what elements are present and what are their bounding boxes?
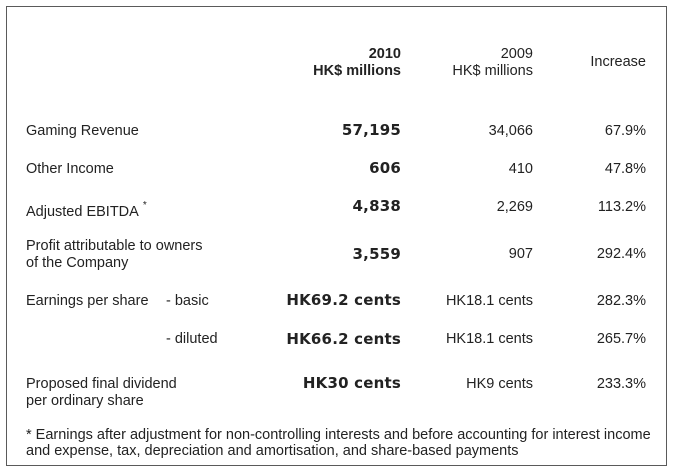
value-increase: 265.7% (596, 331, 646, 347)
value-2010: 3,559 (352, 245, 401, 263)
value-increase: 282.3% (596, 293, 646, 309)
footnote-marker: * (142, 200, 147, 211)
row-sublabel-diluted: - diluted (166, 331, 218, 347)
row-label-profit-line1: Profit attributable to owners (26, 238, 203, 254)
row-label-eps: Earnings per share (26, 293, 149, 309)
row-label-gaming-revenue: Gaming Revenue (26, 123, 139, 139)
value-2009: 410 (508, 161, 533, 177)
col-increase-header: Increase (590, 54, 646, 70)
value-2010: HK30 cents (302, 374, 401, 392)
value-2010: HK69.2 cents (286, 291, 401, 309)
col-2010-unit: HK$ millions (313, 63, 401, 79)
row-label-dividend-line2: per ordinary share (26, 393, 144, 409)
value-increase: 113.2% (597, 199, 646, 215)
value-2009: HK18.1 cents (445, 331, 533, 347)
row-label-profit-line2: of the Company (26, 255, 129, 271)
value-2009: 907 (508, 246, 533, 262)
value-increase: 292.4% (596, 246, 646, 262)
row-label-adjusted-ebitda: Adjusted EBITDA * (26, 200, 147, 220)
footnote: * Earnings after adjustment for non-controlling interests and before accounting for interest income and expense, tax, depreciation and amortisation, and share-based payments (26, 427, 651, 459)
value-2010: 606 (369, 159, 401, 177)
row-sublabel-basic: - basic (166, 293, 209, 309)
value-2010: HK66.2 cents (286, 330, 401, 348)
value-2009: HK18.1 cents (445, 293, 533, 309)
value-2010: 4,838 (352, 197, 401, 215)
value-2009: 34,066 (488, 123, 533, 139)
value-increase: 47.8% (604, 161, 646, 177)
value-2009: 2,269 (496, 199, 533, 215)
col-2009-year: 2009 (500, 46, 533, 62)
col-2009-unit: HK$ millions (452, 63, 533, 79)
col-2010-year: 2010 (368, 46, 401, 62)
value-increase: 233.3% (596, 376, 646, 392)
row-label-dividend-line1: Proposed final dividend (26, 376, 177, 392)
value-2010: 57,195 (341, 121, 401, 139)
value-2009: HK9 cents (466, 376, 533, 392)
row-label-other-income: Other Income (26, 161, 114, 177)
value-increase: 67.9% (604, 123, 646, 139)
